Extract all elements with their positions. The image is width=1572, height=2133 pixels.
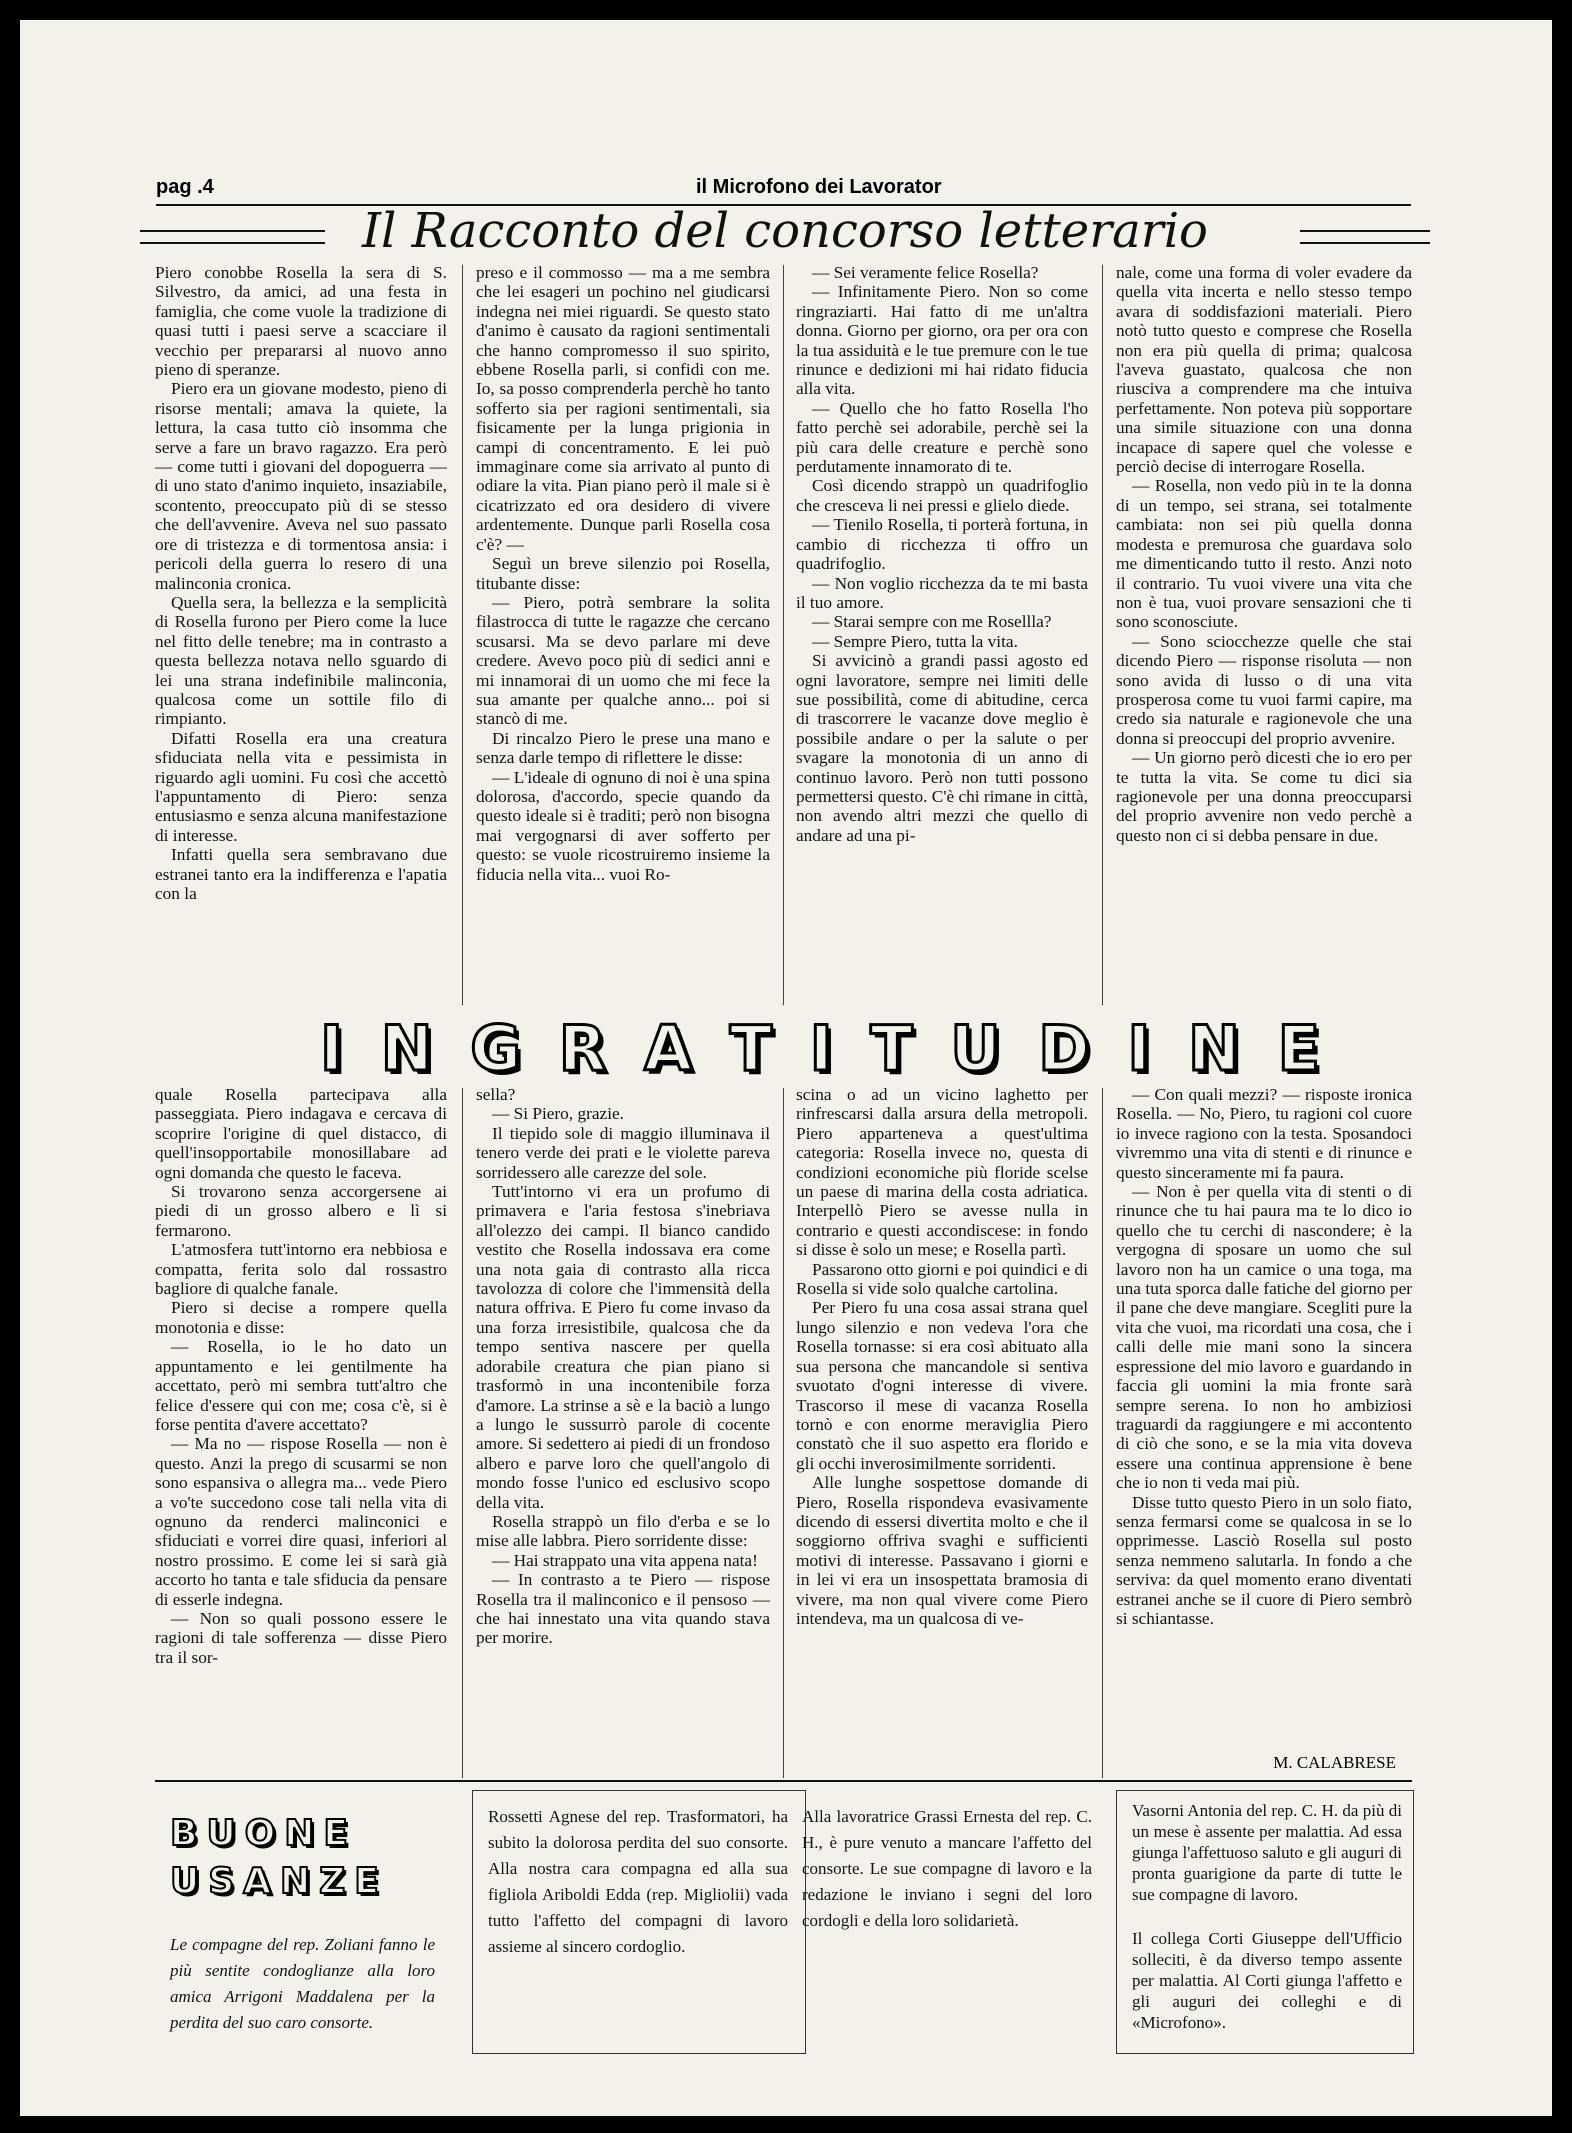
paragraph: — Piero, potrà sembrare la solita filastrocca di tutte le ragazze che cercano scusarsi. Ma se devo parlare mi deve credere. Avevo poco più di sedici anni e mi innamorai di un uomo che mi fece la sua amante per qualche anno... poi si stancò di me. [476, 592, 770, 729]
paragraph: L'atmosfera tutt'intorno era nebbiosa e compatta, ferita solo dal rossastro bagliore di qualche fanale. [155, 1240, 447, 1299]
paragraph: — Starai sempre con me Rosellla? [812, 612, 1052, 632]
paragraph: — Infinitamente Piero. Non so come ringraziarti. Hai fatto di me un'altra donna. Giorno per giorno, ora per ora con la tua assiduità e le tue premure con le tue rinunce e dedizioni mi hai ridato fiducia alla vita. [796, 282, 1088, 399]
column-divider [783, 1088, 784, 1778]
condolence-note: Alla lavoratrice Grassi Ernesta del rep. C. H., è pure venuto a mancare l'affetto del consorte. Le sue compagne di lavoro e la redazione le inviano i segni del loro cordogli e della loro solidarietà. [802, 1807, 1092, 1930]
paragraph: — Tienilo Rosella, ti porterà fortuna, in cambio di ricchezza ti offro un quadrifoglio. [796, 515, 1088, 574]
paragraph: Tutt'intorno vi era un profumo di primavera e l'aria festosa s'inebriava all'olezzo dei campi. Il bianco candido vestito che Rosella indossava era come una nota gaia di contrasto alla ricca tavolozza di colore che l'immensità della natura offriva. E Piero fu come invaso da una forza irresistibile, qualcosa che da tempo sentiva nascere per quella adorabile creatura che pian piano si trasformò in una incontenibile forza d'amore. La strinse a sè e la baciò a lungo a lungo le sussurrò parole di cocente amore. Si sedettero ai piedi di un frondoso albero e parve loro che quell'angolo di mondo fosse l'unico ed esclusivo scopo della vita. [476, 1182, 770, 1512]
upper-column-3 [796, 263, 1088, 1003]
story-title-area [140, 200, 1430, 262]
title-rule-right [1300, 230, 1430, 244]
page-number: pag .4 [156, 176, 214, 198]
paragraph: — Sempre Piero, tutta la vita. [812, 631, 1018, 651]
paragraph: — Rosella, non vedo più in te la donna di un tempo, sei strana, sei totalmente cambiata: non sei più quella donna modesta e premurosa che guardava solo me dimenticando tutto il resto. Anzi noto il contrario. Tu vuoi vivere una vita che non è tua, vuoi provare sensazioni che ti sono sconosciute. [1116, 476, 1412, 632]
paragraph: Così dicendo strappò un quadrifoglio che cresceva li nei pressi e glielo diede. [796, 476, 1088, 515]
column-divider [1102, 265, 1103, 1005]
paragraph: Infatti quella sera sembravano due estranei tanto era la indifferenza e l'apatia con la [155, 845, 447, 903]
banner-letter: U [950, 1011, 1001, 1085]
lower-column-1 [155, 1085, 447, 1755]
paragraph: — Un giorno però dicesti che io ero per te tutta la vita. Se come tu dici sia ragionevole per una donna preoccuparsi del proprio avvenire non vedo perchè a questo non ci si debba pensare in due. [1116, 748, 1412, 845]
paragraph: Si avvicinò a grandi passi agosto ed ogni lavoratore, sempre nei limiti delle sue possibilità, come di abitudine, cerca di trascorrere le vacanze dove meglio è possibile andare o per la salute o per svagare la monotonia di un anno di continuo lavoro. Però non tutti possono permettersi questo. C'è chi rimane in città, non avendo altri mezzi che quello di andare ad una pi- [796, 651, 1088, 845]
paragraph: Alle lunghe sospettose domande di Piero, Rosella rispondeva evasivamente dicendo di essersi divertita molto e che il soggiorno offriva svaghi e sufficienti motivi di interesse. Passavano i giorni e in lei vi era un insospettata bramosia di vivere, ma non qual vivere come Piero intendeva, ma un qualcosa di ve- [796, 1473, 1088, 1628]
paragraph: — Ma no — rispose Rosella — non è questo. Anzi la prego di scusarmi se non sono espansiva o allegra ma... vede Piero a vo'te succedono cose tali nella vita di ognuno da renderci malinconici e sfiduciati e vorrei dire quasi, inferiori al nostro prossimo. E come lei si sarà già accorto ho tanta e tale sfiducia da pensare di esserle indegna. [155, 1434, 447, 1609]
column-divider [462, 265, 463, 1005]
paragraph: — Hai strappato una vita appena nata! [492, 1550, 758, 1570]
paragraph: Difatti Rosella era una creatura sfiduciata nella vita e pessimista in riguardo agli uomini. Fu così che accettò l'appuntamento di Piero: senza entusiasmo e senza alcuna manifestazione di interesse. [155, 728, 447, 845]
lower-column-3 [796, 1085, 1088, 1755]
banner-letter: T [870, 1011, 913, 1085]
paragraph: sella? [476, 1085, 516, 1104]
paragraph: Piero si decise a rompere quella monotonia e disse: [155, 1298, 447, 1337]
ingratitudine-banner [320, 1012, 1320, 1084]
paragraph: — Sono sciocchezze quelle che stai dicendo Piero — risponse risoluta — non sono avida di lusso o di una vita prosperosa come tu vuoi farmi capire, ma credo sia naturale e ragionevole che una donna si preoccupi del proprio avvenire. [1116, 631, 1412, 748]
heading-line: USANZE [170, 1861, 388, 1902]
banner-letter: I [809, 1011, 833, 1085]
paragraph: — Sei veramente felice Rosella? [812, 263, 1039, 282]
paragraph: — Con quali mezzi? — risposte ironica Rosella. — No, Piero, tu ragioni col cuore io invece ragiono con la testa. Sposandoci vivremmo una vita di stenti e di rinunce e questo sinceramente mi fa paura. [1116, 1085, 1412, 1182]
paragraph: preso e il commosso — ma a me sembra che lei esageri un pochino nel giudicarsi indegna nei miei riguardi. Se questo stato d'animo è causato da ragioni sentimentali che hanno compromesso il suo spirito, ebbene Rosella parli, si confidi con me. Io, sa posso comprenderla perchè ho tanto sofferto sia per ragioni sentimentali, sia fisicamente per la lunga prigionia in campi di concentramento. E lei può immaginare come sia arrivato al punto di odiare la vita. Pian piano però il male si è cicatrizzato ed ora desidero di vivere ardentemente. Dunque parli Rosella cosa c'è? — [476, 263, 770, 554]
banner-letter: A [644, 1011, 693, 1085]
paragraph: Per Piero fu una cosa assai strana quel lungo silenzio e non vedeva l'ora che Rosella tornasse: si era così abituato alla sua persona che mancandole si sentiva svuotato d'ogni interesse di vivere. Trascorso il mese di vacanza Rosella tornò e con enorme meraviglia Piero constatò che il suo aspetto era florido e gli occhi inverosimilmente sorridenti. [796, 1298, 1088, 1473]
newspaper-name: il Microfono dei Lavorator [696, 176, 942, 198]
paragraph: — Si Piero, grazie. [492, 1104, 624, 1124]
paragraph: Il tiepido sole di maggio illuminava il tenero verde dei prati e le violette pareva sorridessero alle carezze del sole. [476, 1123, 770, 1182]
column-divider [1102, 1088, 1103, 1778]
paragraph: Piero era un giovane modesto, pieno di risorse mentali; amava la quiete, la lettura, la casa tutto ciò insomma che serve a fare un bravo ragazzo. Era però — come tutti i giovani del dopoguerra — di uno stato d'animo inquieto, insaziabile, scontento, preoccupato più di se stesso che dell'avvenire. Aveva nel suo passato ore di tristezza e di tormentosa ansia: i pericoli della guerra lo resero di una malinconia cronica. [155, 379, 447, 593]
paragraph: — Non è per quella vita di stenti o di rinunce che tu hai paura ma te lo dico io quello che tu cerchi di nascondere; è la vergogna di sposare un uomo che sul lavoro non ha un camice o una toga, ma una tuta sporca dalle fatiche del giorno per il pane che deve mangiare. Scegliti pure la vita che vuoi, ma ricordati una cosa, che i calli delle mie mani sono la sincera espressione del mio lavoro e guardando in faccia gli uomini la mia fronte sarà sempre serena. Io non ho ambiziosi traguardi da raggiungere e mi accontento di ciò che sono, e se la mia vita doveva essere una continua apprensione è bene che io non ti veda mai più. [1116, 1182, 1412, 1493]
paragraph: Rosella strappò un filo d'erba e se lo mise alle labbra. Piero sorridente disse: [476, 1511, 770, 1551]
author-signature: M. CALABRESE [1273, 1753, 1396, 1772]
paragraph: scina o ad un vicino laghetto per rinfrescarsi dalla arsura della metropoli. Piero apparteneva a quest'ultima categoria: Rosella invece no, questa di condizioni economiche più floride scelse un paese di marina della costa adriatica. Interpellò Piero se avesse nulla in contrario e questi accondiscese: in fondo si disse è solo un mese; e Rosella partì. [796, 1085, 1088, 1260]
title-rule-left [140, 230, 325, 244]
condolence-note: Le compagne del rep. Zoliani fanno le più sentite condoglianze alla loro amica Arrigoni Maddalena per la perdita del suo caro consorte. [170, 1935, 435, 2032]
heading-line: BUONE [170, 1813, 357, 1854]
paragraph: — L'ideale di ognuno di noi è una spina dolorosa, d'accordo, specie quando da questo ideale si è traditi; però non bisogna mai vergognarsi di aver sofferto per questo: se vuole ricostruiremo insieme la fiducia nella vita... vuoi Ro- [476, 767, 770, 884]
upper-column-4 [1116, 263, 1412, 1003]
paragraph: nale, come una forma di voler evadere da quella vita incerta e nello stesso tempo avara di soddisfazioni materiali. Piero notò tutto questo e comprese che Rosella non era più quella di prima; qualcosa l'aveva guastato, qualcosa che non riusciva a comprendere ma che intuiva perfettamente. Non poteva più sopportare una simile situazione con una donna incapace di sapere quel che volesse e perciò decise di interrogare Rosella. [1116, 263, 1412, 477]
story-title: Il Racconto del concorso letterario [362, 203, 1208, 259]
lower-column-4 [1116, 1085, 1412, 1755]
paragraph: — Non so quali possono essere le ragioni di tale sofferenza — disse Piero tra il sor- [155, 1608, 447, 1667]
paragraph: Disse tutto questo Piero in un solo fiato, senza fermarsi come se qualcosa in se lo opprimesse. Lasciò Rosella sul posto senza nemmeno salutarla. In fondo a che serviva: da quel momento erano diventati estranei anche se il cuore di Piero sembrò si schiantasse. [1116, 1492, 1412, 1628]
newspaper-page [20, 20, 1552, 2116]
section-rule [155, 1780, 1412, 1782]
banner-letter: N [1188, 1011, 1240, 1085]
banner-letter: E [1277, 1011, 1320, 1085]
banner-letter: N [380, 1011, 433, 1085]
upper-column-2 [476, 263, 770, 1003]
lower-column-2 [476, 1085, 770, 1755]
paragraph: — In contrasto a te Piero — rispose Rosella tra il malinconico e il pensoso — che hai innestato una vita quando stava per morire. [476, 1570, 770, 1648]
paragraph: quale Rosella partecipava alla passeggiata. Piero indagava e cercava di scoprire l'origine di quel distacco, di quell'insopportabile monosillabare ad ogni domanda che questo le faceva. [155, 1085, 447, 1182]
health-note: Il collega Corti Giuseppe dell'Ufficio solleciti, è da diverso tempo assente per malattia. Al Corti giunga l'affetto e gli auguri dei colleghi e di «Microfono». [1132, 1929, 1402, 2032]
banner-letter: D [1038, 1011, 1090, 1085]
paragraph: — Non voglio ricchezza da te mi basta il tuo amore. [796, 573, 1088, 612]
paragraph: Passarono otto giorni e poi quindici e di Rosella si vide solo qualche cartolina. [796, 1259, 1088, 1299]
paragraph: Piero conobbe Rosella la sera di S. Silvestro, da amici, ad una festa in famiglia, che come vuole la tradizione di quasi tutti i paesi serve a scacciare il vecchio per prepararsi al nuovo anno pieno di speranze. [155, 263, 447, 380]
upper-column-1 [155, 263, 447, 1003]
paragraph: Di rincalzo Piero le prese una mano e senza darle tempo di riflettere le disse: [476, 728, 770, 768]
paragraph: Seguì un breve silenzio poi Rosella, titubante disse: [476, 554, 770, 593]
buone-usanze-heading [170, 1810, 440, 1906]
banner-letter: I [1127, 1011, 1151, 1085]
column-divider [783, 265, 784, 1005]
paragraph: — Quello che ho fatto Rosella l'ho fatto perchè sei adorabile, perchè sei la più cara delle creature e perchè sono perdutamente innamorato di te. [796, 398, 1088, 477]
column-divider [462, 1088, 463, 1778]
condolence-note: Rossetti Agnese del rep. Trasformatori, ha subito la dolorosa perdita del suo consorte. Alla nostra cara compagna ed alla sua figliola Ariboldi Edda (rep. Migliolii) vada tutto l'affetto del compagni di lavoro assieme al sincero cordoglio. [488, 1807, 788, 1956]
paragraph: Quella sera, la bellezza e la semplicità di Rosella furono per Piero come la luce nel fitto delle tenebre; ma in contrasto a questa bellezza notava nello sguardo di lei una strana indefinibile malinconia, qualcosa come un sottile filo di rimpianto. [155, 592, 447, 729]
banner-letter: I [320, 1011, 344, 1085]
banner-letter: T [729, 1011, 773, 1085]
paragraph: Si trovarono senza accorgersene ai piedi di un grosso albero e lì si fermarono. [155, 1182, 447, 1240]
banner-letter: G [470, 1011, 522, 1085]
health-note: Vasorni Antonia del rep. C. H. da più di un mese è assente per malattia. Ad essa giunga l'affettuoso saluto e gli auguri di pronta guarigione da parte di tutte le sue compagne di lavoro. [1132, 1801, 1402, 1904]
banner-letter: R [558, 1011, 607, 1085]
paragraph: — Rosella, io le ho dato un appuntamento e lei gentilmente ha accettato, però mi sembra tutt'altro che felice d'essere qui con me; cosa c'è, si è forse pentita d'avere accettato? [155, 1337, 447, 1434]
